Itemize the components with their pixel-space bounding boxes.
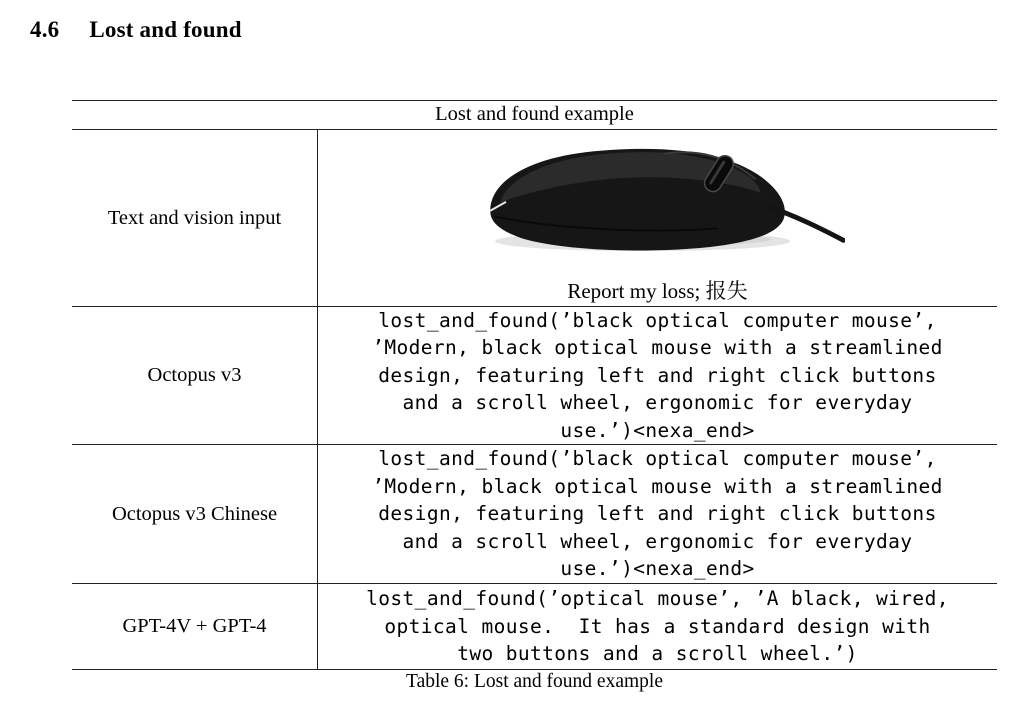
model-output-line: lost_and_found(’black optical computer mouse’,	[378, 447, 937, 471]
model-output-line: ’Modern, black optical mouse with a streamlined	[372, 336, 943, 360]
model-output-line: use.’)<nexa_end>	[560, 557, 755, 581]
octopus-v3-output	[318, 307, 997, 444]
vision-input-text: Report my loss; 报失	[567, 279, 748, 303]
table-row-octopus-v3	[72, 307, 997, 445]
octopus-v3-chinese-output	[318, 445, 997, 583]
model-output-line: ’Modern, black optical mouse with a streamlined	[372, 474, 943, 498]
model-output-line: design, featuring left and right click buttons	[378, 502, 937, 526]
model-output-line: and a scroll wheel, ergonomic for everyday	[402, 529, 913, 553]
table-row-text-vision-input	[72, 130, 997, 307]
table-row-gpt4v-gpt4	[72, 584, 997, 669]
model-output-line: lost_and_found(’optical mouse’, ’A black, wired,	[366, 587, 949, 611]
row-label: Octopus v3	[72, 307, 318, 444]
table-caption: Table 6: Lost and found example	[406, 671, 663, 692]
section-heading	[30, 17, 242, 43]
mouse-photo-svg	[470, 134, 845, 256]
table-row-octopus-v3-chinese	[72, 445, 997, 584]
section-title: Lost and found	[89, 17, 242, 42]
table-header: Lost and found example	[72, 101, 997, 130]
model-output-line: and a scroll wheel, ergonomic for everyday	[402, 391, 913, 415]
model-output-line: two buttons and a scroll wheel.’)	[457, 642, 858, 666]
row-label: Octopus v3 Chinese	[72, 445, 318, 583]
row-label: GPT-4V + GPT-4	[72, 584, 318, 669]
model-output-line: design, featuring left and right click buttons	[378, 363, 937, 387]
model-output-line: optical mouse. It has a standard design with	[384, 614, 931, 638]
vision-input-cell	[318, 130, 997, 306]
lost-and-found-table	[72, 100, 997, 670]
section-number: 4.6	[30, 17, 60, 42]
model-output-line: lost_and_found(’black optical computer mouse’,	[378, 308, 937, 332]
mouse-photo	[470, 134, 845, 256]
gpt4v-gpt4-output	[318, 584, 997, 669]
row-label: Text and vision input	[72, 130, 318, 306]
model-output-line: use.’)<nexa_end>	[560, 418, 755, 442]
